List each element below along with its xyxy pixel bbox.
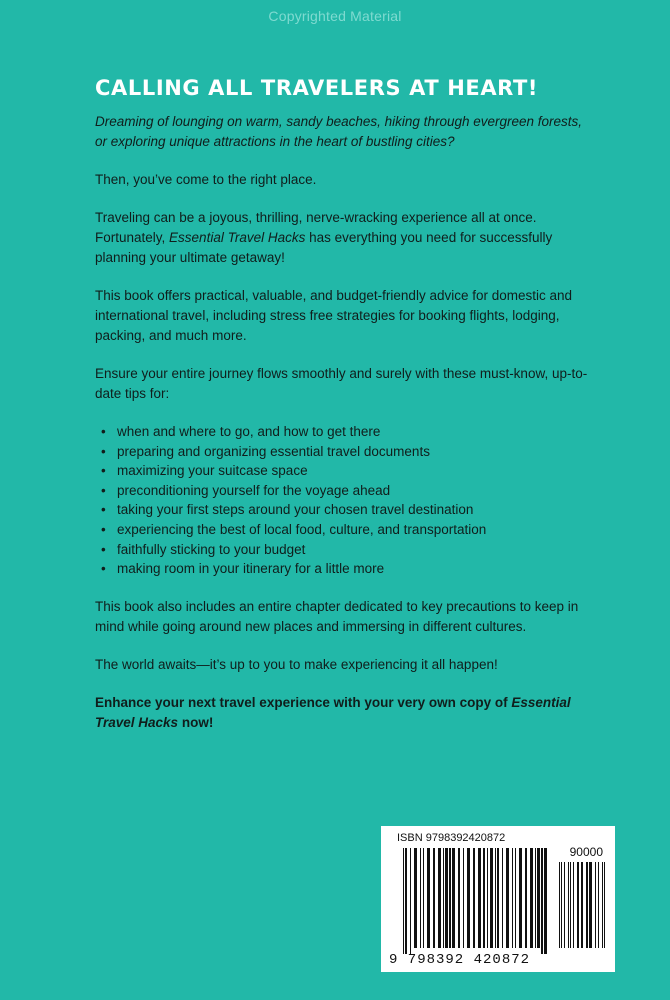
barcode-bar	[541, 848, 543, 954]
bullet-icon: •	[101, 443, 106, 459]
list-item	[101, 481, 595, 501]
barcode-bar	[438, 848, 441, 948]
book-title: Essential Travel Hacks	[169, 230, 306, 245]
barcode-bar	[581, 862, 583, 948]
bullet-icon: •	[101, 482, 106, 498]
barcode-bar	[559, 862, 560, 948]
barcode-bar	[525, 848, 527, 948]
barcode-bar	[423, 848, 424, 948]
barcode-bar	[414, 848, 417, 948]
barcode-bar	[577, 862, 579, 948]
chapter-paragraph: This book also includes an entire chapter dedicated to key precautions to keep in mind while going around new places and immersing in different cultures.	[95, 598, 579, 634]
bullet-icon: •	[101, 424, 106, 439]
bullet-icon: •	[101, 561, 106, 577]
tip-text: preparing and organizing essential travel documents	[117, 443, 430, 459]
barcode-bar	[604, 862, 605, 948]
barcode-bar	[535, 848, 536, 948]
traveling-paragraph	[95, 208, 595, 268]
barcode-bar	[487, 848, 488, 948]
barcode-bar	[568, 862, 569, 948]
bullet-icon: •	[101, 463, 106, 479]
barcode-bar	[467, 848, 470, 948]
back-cover-text	[95, 74, 595, 751]
price-code: 90000	[569, 845, 603, 859]
barcode-bar	[495, 848, 496, 948]
barcode-bar	[589, 862, 592, 948]
barcode-bar	[544, 848, 547, 954]
barcode-box	[381, 826, 615, 972]
barcode-bar	[570, 862, 571, 948]
intro-paragraph: Dreaming of lounging on warm, sandy beaches, hiking through evergreen forests, or exploring unique attractions in the heart of bustling cities?	[95, 114, 583, 149]
barcode-bar	[443, 848, 444, 948]
list-item	[101, 540, 595, 560]
barcode-bar	[478, 848, 481, 948]
barcode-bar	[598, 862, 599, 948]
page-title: CALLING ALL TRAVELERS AT HEART!	[95, 76, 539, 100]
right-place-paragraph: Then, you’ve come to the right place.	[95, 172, 317, 187]
barcode-bar	[573, 862, 574, 948]
barcode-bar	[502, 848, 503, 948]
offers-paragraph: This book offers practical, valuable, and budget-friendly advice for domestic and international travel, including stress free strategies for booking flights, lodging, packing, and much more.	[95, 288, 573, 343]
list-item	[101, 422, 595, 442]
list-item	[101, 559, 595, 579]
barcode-bar	[497, 848, 499, 948]
barcode-bar	[433, 848, 435, 948]
barcode-bar	[490, 848, 493, 948]
tip-text: when and where to go, and how to get there	[117, 424, 381, 439]
enhance-paragraph	[95, 693, 595, 733]
barcode-bar	[602, 862, 603, 948]
tip-text: faithfully sticking to your budget	[117, 541, 306, 557]
barcode-bar	[403, 848, 404, 954]
world-paragraph: The world awaits—it’s up to you to make experiencing it all happen!	[95, 656, 498, 672]
list-item	[101, 520, 595, 540]
copyright-watermark: Copyrighted Material	[268, 8, 402, 24]
barcode-bar	[405, 848, 407, 954]
barcode-bar	[537, 848, 540, 948]
tip-text: maximizing your suitcase space	[117, 463, 308, 479]
enhance-text-before: Enhance your next travel experience with your very own copy of	[95, 694, 512, 710]
bullet-icon: •	[101, 521, 106, 537]
barcode-bar	[595, 862, 596, 948]
barcode-bar	[561, 862, 562, 948]
traveling-text-before: Traveling can be a joyous, thrilling, nerve-wracking experience all at once. Fortunately,	[95, 210, 537, 245]
ensure-paragraph: Ensure your entire journey flows smoothly and surely with these must-know, up-to-date tips for:	[95, 366, 588, 401]
tip-text: taking your first steps around your chosen travel destination	[117, 502, 474, 518]
bullet-icon: •	[101, 541, 106, 557]
barcode-bar	[410, 848, 411, 954]
tip-text: making room in your itinerary for a little more	[117, 561, 385, 577]
barcode-bar	[445, 848, 448, 948]
bullet-icon: •	[101, 502, 106, 518]
enhance-text-after: now!	[178, 714, 214, 730]
barcode-bar	[458, 848, 460, 948]
barcode-bar	[586, 862, 588, 948]
list-item	[101, 442, 595, 462]
barcode-bar	[506, 848, 509, 948]
barcode-bar	[452, 848, 455, 948]
list-item	[101, 500, 595, 520]
barcode-bar	[449, 848, 451, 948]
barcode-bar	[473, 848, 475, 948]
traveling-text-after: has everything you need for successfully planning your ultimate getaway!	[95, 230, 553, 265]
tip-text: preconditioning yourself for the voyage ahead	[117, 482, 391, 498]
barcode-bar	[427, 848, 430, 948]
barcode-bar	[519, 848, 522, 948]
barcode-bar	[515, 848, 516, 948]
tip-text: experiencing the best of local food, culture, and transportation	[117, 521, 487, 537]
book-title: Essential Travel Hacks	[95, 694, 571, 730]
list-item	[101, 461, 595, 481]
barcode-bar	[463, 848, 464, 948]
tips-list	[95, 422, 595, 579]
barcode-bar	[420, 848, 421, 948]
barcode-bar	[512, 848, 513, 948]
barcode-bar	[530, 848, 533, 948]
barcode-bar	[564, 862, 565, 948]
barcode-bar	[483, 848, 485, 948]
barcode-digits: 9 798392 420872	[389, 952, 531, 968]
isbn-label: ISBN 9798392420872	[397, 832, 506, 844]
